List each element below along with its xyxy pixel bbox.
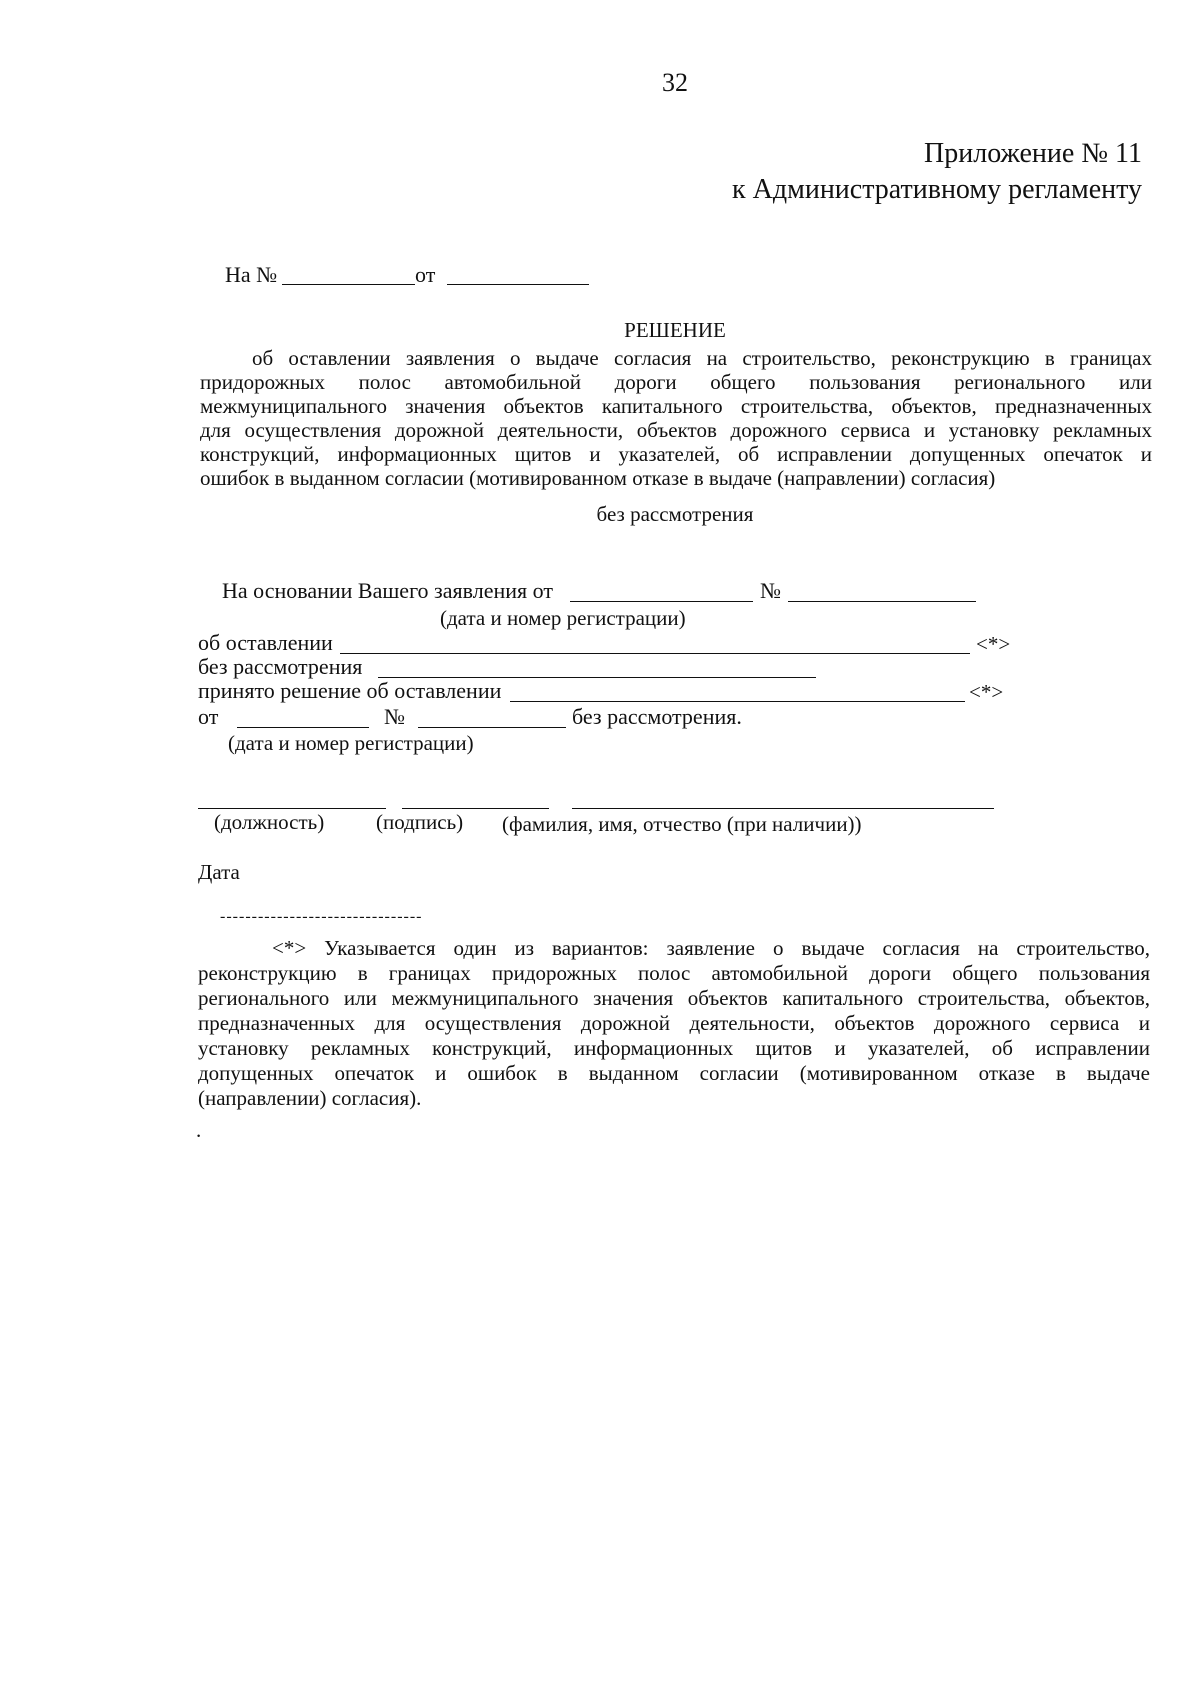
decision-line: придорожных полос автомобильной дороги общего пользования регионального или bbox=[200, 370, 1152, 394]
decision-date-field[interactable] bbox=[237, 727, 369, 728]
footnote-line: установку рекламных конструкций, информационных щитов и указателей, об исправлении bbox=[198, 1036, 1150, 1060]
footnote-separator: -------------------------------- bbox=[220, 908, 423, 925]
decision-taken-label: принято решение об оставлении bbox=[198, 678, 502, 703]
basis-label: На основании Вашего заявления от bbox=[222, 578, 553, 603]
ref-date-label: от bbox=[415, 262, 436, 287]
full-name-field[interactable] bbox=[572, 808, 994, 809]
footnote-line: регионального или межмуниципального значения объектов капитального строительства, объектов, bbox=[198, 986, 1150, 1010]
annex-regulation: к Административному регламенту bbox=[732, 174, 1142, 205]
application-number-label: № bbox=[760, 578, 781, 603]
footnote-line: предназначенных для осуществления дорожной деятельности, объектов дорожного сервиса и bbox=[198, 1011, 1150, 1035]
decision-line: межмуниципального значения объектов капитального строительства, объектов, предназначенных bbox=[200, 394, 1152, 418]
decision-line: об оставлении заявления о выдаче согласия на строительство, реконструкцию в границах bbox=[252, 346, 1152, 370]
without-review-end: без рассмотрения. bbox=[572, 704, 742, 729]
date-label: Дата bbox=[198, 860, 240, 884]
annex-number: Приложение № 11 bbox=[924, 138, 1142, 169]
decision-subject bbox=[200, 346, 1152, 490]
marker-1: <*> bbox=[976, 632, 1011, 656]
date-reg-caption: (дата и номер регистрации) bbox=[440, 606, 686, 630]
footnote-line: реконструкцию в границах придорожных полос автомобильной дороги общего пользования bbox=[198, 961, 1150, 985]
application-number-field[interactable] bbox=[788, 601, 976, 602]
marker-2: <*> bbox=[969, 680, 1004, 704]
full-name-caption: (фамилия, имя, отчество (при наличии)) bbox=[502, 812, 862, 836]
footnote-line: (направлении) согласия). bbox=[198, 1086, 422, 1110]
leave-field[interactable] bbox=[340, 653, 970, 654]
leave-label: об оставлении bbox=[198, 630, 333, 655]
decision-title: РЕШЕНИЕ bbox=[624, 318, 726, 342]
date-reg-caption-2: (дата и номер регистрации) bbox=[228, 731, 474, 755]
footnote-line: <*> Указывается один из вариантов: заявление о выдаче согласия на строительство, bbox=[272, 936, 1150, 960]
signature-field[interactable] bbox=[402, 808, 549, 809]
stray-dot: . bbox=[196, 1118, 202, 1142]
decision-line: конструкций, информационных щитов и указателей, об исправлении допущенных опечаток и bbox=[200, 442, 1152, 466]
decision-taken-field[interactable] bbox=[510, 701, 965, 702]
position-field[interactable] bbox=[198, 808, 386, 809]
decision-number-field[interactable] bbox=[418, 727, 566, 728]
footnote-line: допущенных опечаток и ошибок в выданном согласии (мотивированном отказе в выдаче bbox=[198, 1061, 1150, 1085]
ref-number-field[interactable] bbox=[282, 284, 415, 285]
ref-date-field[interactable] bbox=[447, 284, 589, 285]
decision-line: для осуществления дорожной деятельности, объектов дорожного сервиса и установку рекламных bbox=[200, 418, 1152, 442]
page-number: 32 bbox=[662, 68, 688, 97]
signature-caption: (подпись) bbox=[376, 810, 464, 834]
from-label: от bbox=[198, 704, 219, 729]
application-date-field[interactable] bbox=[570, 601, 753, 602]
decision-closing: без рассмотрения bbox=[596, 502, 754, 526]
decision-line: ошибок в выданном согласии (мотивированном отказе в выдаче (направлении) согласия) bbox=[200, 466, 996, 490]
decision-number-label: № bbox=[384, 704, 405, 729]
without-review-label: без рассмотрения bbox=[198, 654, 363, 679]
ref-number-label: На № bbox=[225, 262, 278, 287]
position-caption: (должность) bbox=[214, 810, 325, 834]
footnote bbox=[198, 936, 1150, 1111]
